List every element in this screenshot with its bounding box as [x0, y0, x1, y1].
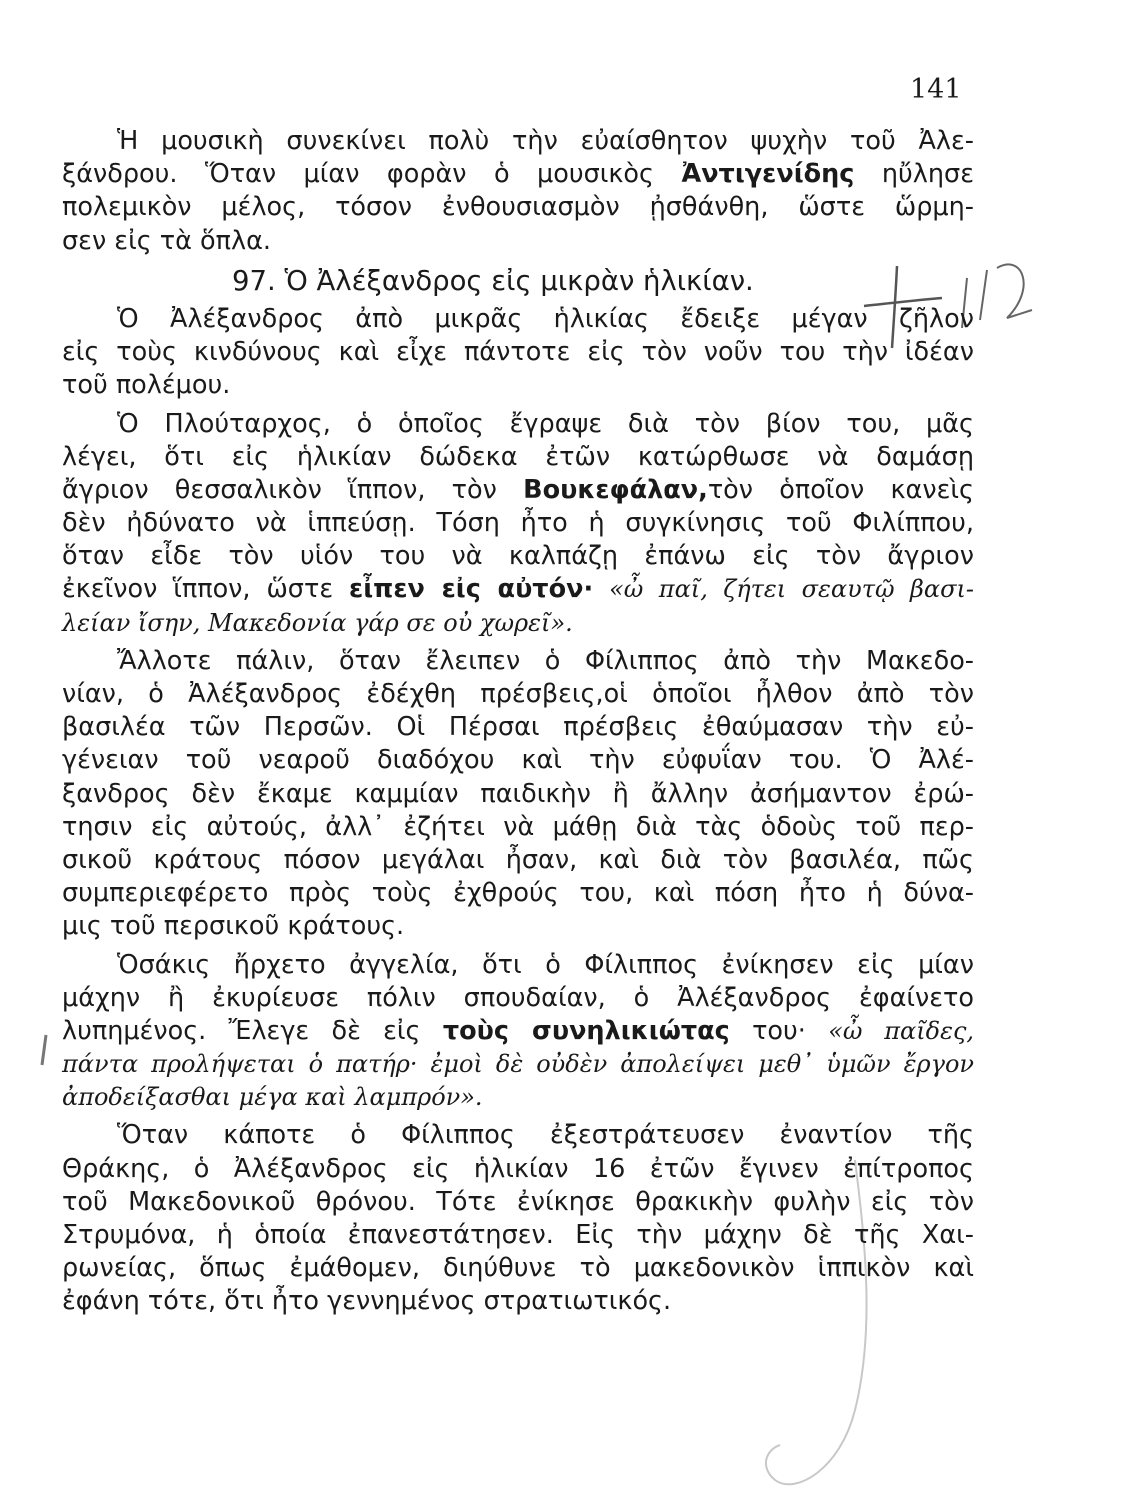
text-line: λυπημένος. Ἔλεγε δὲ εἰς τοὺς συνηλικιώτας του· «ὦ παῖδες,	[62, 1015, 975, 1046]
text-line: ἐκεῖνον ἵππον, ὥστε εἶπεν εἰς αὐτόν· «ὦ παῖ, ζήτει σεαυτῷ βασι-	[62, 574, 975, 605]
text-line: βασιλέα τῶν Περσῶν. Οἱ Πέρσαι πρέσβεις ἐθαύμασαν τὴν εὐ-	[62, 712, 974, 743]
text-line: τησιν εἰς αὐτούς, ἀλλ᾽ ἐζήτει νὰ μάθῃ διὰ τὰς ὁδοὺς τοῦ περ-	[62, 811, 974, 842]
text-line: νίαν, ὁ Ἀλέξανδρος ἐδέχθη πρέσβεις,οἱ ὁποῖοι ἦλθον ἀπὸ τὸν	[62, 679, 974, 709]
body-text	[62, 125, 974, 1319]
text-line: Θράκης, ὁ Ἀλέξανδρος εἰς ἡλικίαν 16 ἐτῶν ἔγινεν ἐπίτροπος	[62, 1153, 974, 1184]
text-line: Ὁ Πλούταρχος, ὁ ὁποῖος ἔγραψε διὰ τὸν βίον του, μᾶς	[117, 408, 974, 439]
text-line: λέγει, ὅτι εἰς ἡλικίαν δώδεκα ἐτῶν κατώρθωσε νὰ δαμάσῃ	[62, 441, 974, 472]
text-line: πάντα προλήψεται ὁ πατήρ· ἐμοὶ δὲ οὐδὲν ἀπολείψει μεθ᾽ ὑμῶν ἔργον	[62, 1050, 974, 1079]
text-line: ξάνδρου. Ὅταν μίαν φορὰν ὁ μουσικὸς Ἀντιγενίδης ηὔλησε	[62, 159, 975, 190]
text-line: Ἡ μουσικὴ συνεκίνει πολὺ τὴν εὐαίσθητον ψυχὴν τοῦ Ἀλε-	[117, 126, 974, 156]
scan-speck-icon	[36, 1030, 56, 1070]
text-line: ἐφάνη τότε, ὅτι ἦτο γεννημένος στρατιωτικός.	[62, 1286, 672, 1317]
text-line: ἄγριον θεσσαλικὸν ἵππον, τὸν Βουκεφάλαν,τὸν ὁποῖον κανεὶς	[62, 474, 974, 505]
text-line: Ἄλλοτε πάλιν, ὅταν ἔλειπεν ὁ Φίλιππος ἀπὸ τὴν Μακεδο-	[117, 645, 974, 676]
text-line: πολεμικὸν μέλος, τόσον ἐνθουσιασμὸν ᾐσθάνθη, ὥστε ὥρμη-	[62, 192, 974, 223]
text-line: Στρυμόνα, ἡ ὁποία ἐπανεστάτησεν. Εἰς τὴν μάχην δὲ τῆς Χαι-	[62, 1220, 974, 1250]
section-heading: 97. Ὁ Ἀλέξανδρος εἰς μικρὰν ἡλικίαν.	[232, 264, 754, 297]
text-line: τοῦ Μακεδονικοῦ θρόνου. Τότε ἐνίκησε θρακικὴν φυλὴν εἰς τὸν	[62, 1186, 974, 1217]
text-line: ρωνείας, ὅπως ἐμάθομεν, διηύθυνε τὸ μακεδονικὸν ἱππικὸν καὶ	[62, 1253, 974, 1284]
text-line: γένειαν τοῦ νεαροῦ διαδόχου καὶ τὴν εὐφυΐαν του. Ὁ Ἀλέ-	[62, 745, 974, 776]
text-line: δὲν ἠδύνατο νὰ ἱππεύσῃ. Τόση ἦτο ἡ συγκίνησις τοῦ Φιλίππου,	[62, 508, 974, 539]
text-line: Ὁσάκις ἤρχετο ἀγγελία, ὅτι ὁ Φίλιππος ἐνίκησεν εἰς μίαν	[117, 949, 974, 980]
page-number: 141	[910, 74, 962, 105]
text-line: Ὅταν κάποτε ὁ Φίλιππος ἐξεστράτευσεν ἐναντίον τῆς	[117, 1120, 974, 1151]
text-line: σικοῦ κράτους πόσον μεγάλαι ἦσαν, καὶ διὰ τὸν βασιλέα, πῶς	[62, 844, 974, 875]
text-line: μις τοῦ περσικοῦ κράτους.	[62, 911, 405, 942]
text-line: εἰς τοὺς κινδύνους καὶ εἶχε πάντοτε εἰς τὸν νοῦν του τὴν ἰδέαν	[62, 337, 974, 368]
text-line: λείαν ἴσην, Μακεδονία γάρ σε οὐ χωρεῖ».	[62, 608, 573, 637]
text-line: ὅταν εἶδε τὸν υἱόν του νὰ καλπάζῃ ἐπάνω εἰς τὸν ἄγριον	[62, 541, 974, 572]
text-line: Ὁ Ἀλέξανδρος ἀπὸ μικρᾶς ἡλικίας ἔδειξε μέγαν ζῆλον	[117, 303, 974, 334]
text-line: ξανδρος δὲν ἔκαμε καμμίαν παιδικὴν ἢ ἄλλην ἀσήμαντον ἐρώ-	[62, 778, 974, 809]
text-line: μάχην ἢ ἐκυρίευσε πόλιν σπουδαίαν, ὁ Ἀλέξανδρος ἐφαίνετο	[62, 982, 974, 1013]
text-line: σεν εἰς τὰ ὅπλα.	[62, 225, 272, 256]
text-line: συμπεριεφέρετο πρὸς τοὺς ἐχθρούς του, καὶ πόση ἦτο ἡ δύνα-	[62, 878, 974, 909]
text-line: ἀποδείξασθαι μέγα καὶ λαμπρόν».	[62, 1083, 483, 1112]
text-line: τοῦ πολέμου.	[62, 370, 231, 401]
